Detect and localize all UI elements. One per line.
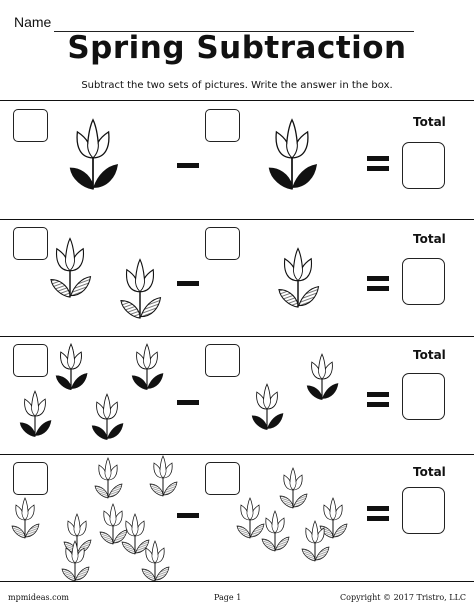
equals-sign bbox=[367, 506, 389, 522]
tulip-icon bbox=[48, 237, 92, 301]
instructions: Subtract the two sets of pictures. Write the answer in the box. bbox=[81, 80, 393, 91]
divider bbox=[0, 219, 474, 220]
total-answer-box[interactable] bbox=[402, 258, 445, 305]
count-box-left[interactable] bbox=[13, 462, 48, 495]
total-answer-box[interactable] bbox=[402, 142, 445, 189]
total-answer-box[interactable] bbox=[402, 487, 445, 534]
total-answer-box[interactable] bbox=[402, 373, 445, 420]
tulip-icon bbox=[130, 343, 164, 392]
total-label: Total bbox=[413, 232, 446, 246]
equals-sign bbox=[367, 156, 389, 172]
count-box-right[interactable] bbox=[205, 109, 240, 142]
count-box-right[interactable] bbox=[205, 344, 240, 377]
count-box-left[interactable] bbox=[13, 109, 48, 142]
minus-sign bbox=[177, 163, 199, 168]
tulip-icon bbox=[118, 258, 162, 322]
name-label: Name bbox=[14, 14, 52, 30]
divider bbox=[0, 454, 474, 455]
tulip-icon bbox=[90, 393, 124, 442]
tulip-icon bbox=[98, 503, 128, 547]
tulip-icon bbox=[10, 497, 40, 541]
divider bbox=[0, 100, 474, 101]
count-box-right[interactable] bbox=[205, 462, 240, 495]
tulip-icon bbox=[54, 343, 88, 392]
tulip-icon bbox=[140, 540, 170, 584]
minus-sign bbox=[177, 281, 199, 286]
total-label: Total bbox=[413, 348, 446, 362]
count-box-right[interactable] bbox=[205, 227, 240, 260]
equals-sign bbox=[367, 276, 389, 292]
equals-sign bbox=[367, 392, 389, 408]
total-label: Total bbox=[413, 115, 446, 129]
tulip-icon bbox=[93, 457, 123, 501]
count-box-left[interactable] bbox=[13, 344, 48, 377]
tulip-icon bbox=[260, 510, 290, 554]
tulip-icon bbox=[67, 118, 119, 193]
footer-copyright: Copyright © 2017 Tristro, LLC bbox=[340, 593, 466, 602]
tulip-icon bbox=[250, 383, 284, 432]
count-box-left[interactable] bbox=[13, 227, 48, 260]
tulip-icon bbox=[305, 353, 339, 402]
divider bbox=[0, 336, 474, 337]
tulip-icon bbox=[148, 455, 178, 499]
total-label: Total bbox=[413, 465, 446, 479]
minus-sign bbox=[177, 400, 199, 405]
tulip-icon bbox=[300, 520, 330, 564]
minus-sign bbox=[177, 513, 199, 518]
footer-site: mpmideas.com bbox=[8, 593, 70, 602]
page-title: Spring Subtraction bbox=[67, 30, 407, 66]
tulip-icon bbox=[60, 540, 90, 584]
tulip-icon bbox=[276, 247, 320, 311]
tulip-icon bbox=[278, 467, 308, 511]
footer-page: Page 1 bbox=[214, 593, 242, 602]
tulip-icon bbox=[266, 118, 318, 193]
tulip-icon bbox=[18, 390, 52, 439]
